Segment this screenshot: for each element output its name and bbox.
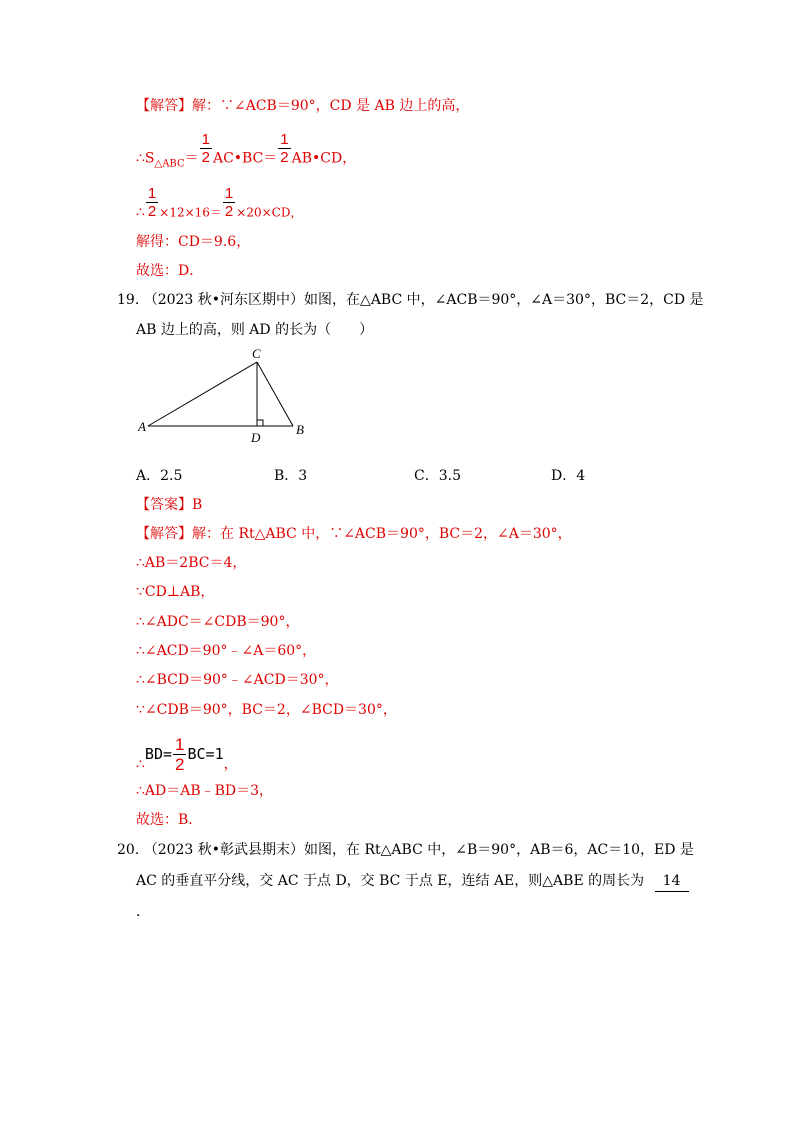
q18-therefore: ∴ — [136, 204, 145, 221]
label-c: C — [252, 346, 261, 361]
q20-stem-line-2 — [136, 871, 689, 892]
q18-ac-bc: AC•BC＝ — [212, 150, 278, 167]
bc-equals-one: BC=1 — [187, 744, 224, 763]
right-angle-mark — [257, 420, 263, 426]
q18-product-left: ×12×16＝ — [159, 205, 222, 220]
q19-solution-line-9: ∴AD＝AB﹣BD＝3， — [136, 783, 274, 799]
fraction-one-half: $\frac{1}{2}$ — [201, 131, 210, 166]
bd-equals: BD= — [144, 744, 173, 763]
q19-solution-line-8 — [136, 735, 238, 783]
side-bc — [257, 362, 293, 426]
q19-stem-line-1: 19. （2023 秋•河东区期中）如图，在△ABC 中，∠ACB＝90°，∠A＝30°，BC＝2，CD 是 — [117, 292, 704, 308]
label-b: B — [296, 422, 304, 437]
q19-therefore: ∴ — [136, 756, 145, 773]
q18-product-right: ×20×CD， — [236, 205, 303, 220]
q19-solution-line-6: ∴∠BCD＝90°﹣∠ACD＝30°， — [136, 672, 339, 688]
q19-solution-line-5: ∴∠ACD＝90°﹣∠A＝60°， — [136, 643, 317, 659]
q18-solution-line-2 — [136, 131, 357, 175]
q19-solution-line-3: ∵CD⊥AB， — [136, 584, 215, 600]
q20-stem-line-1: 20. （2023 秋•彰武县期末）如图，在 Rt△ABC 中，∠B＝90°，AB＝6，AC＝10，ED 是 — [117, 842, 694, 858]
fraction-one-half: $\frac{1}{2}$ — [280, 131, 289, 166]
q18-area-prefix: ∴S — [136, 150, 155, 167]
option-c: C．3.5 — [414, 468, 461, 484]
q18-solution-line-1: 【解答】解：∵∠ACB＝90°，CD 是 AB 边上的高， — [136, 98, 470, 114]
q18-eq: ＝ — [184, 150, 199, 167]
q18-solution-line-4: 解得：CD＝9.6， — [136, 234, 251, 250]
q18-solution-line-3 — [136, 185, 303, 229]
side-ac — [148, 362, 257, 426]
fraction-one-half: $\frac{1}{2}$ — [147, 185, 157, 220]
q19-answer: 【答案】B — [136, 497, 203, 513]
q20-stem-line-3: ． — [136, 904, 150, 920]
q19-stem-line-2: AB 边上的高，则 AD 的长为（ ） — [136, 322, 374, 338]
q19-triangle-figure — [130, 342, 320, 446]
q19-solution-line-4: ∴∠ADC＝∠CDB＝90°， — [136, 614, 300, 630]
q20-answer-blank: 14 — [655, 871, 689, 892]
option-d: D．4 — [551, 468, 586, 484]
option-a: A．2.5 — [136, 468, 183, 484]
label-a: A — [138, 419, 146, 434]
q20-stem-text: AC 的垂直平分线，交 AC 于点 D，交 BC 于点 E，连结 AE，则△ABE 的周长为 — [136, 873, 645, 889]
fraction-one-half: $\frac{1}{2}$ — [224, 185, 234, 220]
q19-solution-line-10: 故选：B． — [136, 812, 203, 828]
fraction-one-half: $\frac{1}{2}$ — [175, 735, 185, 774]
q19-solution-line-7: ∵∠CDB＝90°，BC＝2，∠BCD＝30°， — [136, 702, 397, 718]
option-b: B．3 — [274, 468, 308, 484]
label-d: D — [251, 430, 261, 445]
q18-area-subscript: △ABC — [154, 158, 185, 170]
q19-comma: ， — [223, 756, 238, 773]
q18-ab-cd: AB•CD， — [291, 150, 357, 167]
q19-solution-line-1: 【解答】解：在 Rt△ABC 中，∵∠ACB＝90°，BC＝2，∠A＝30°， — [136, 526, 572, 542]
q19-solution-line-2: ∴AB＝2BC＝4， — [136, 555, 247, 571]
q18-solution-line-5: 故选：D． — [136, 263, 204, 279]
